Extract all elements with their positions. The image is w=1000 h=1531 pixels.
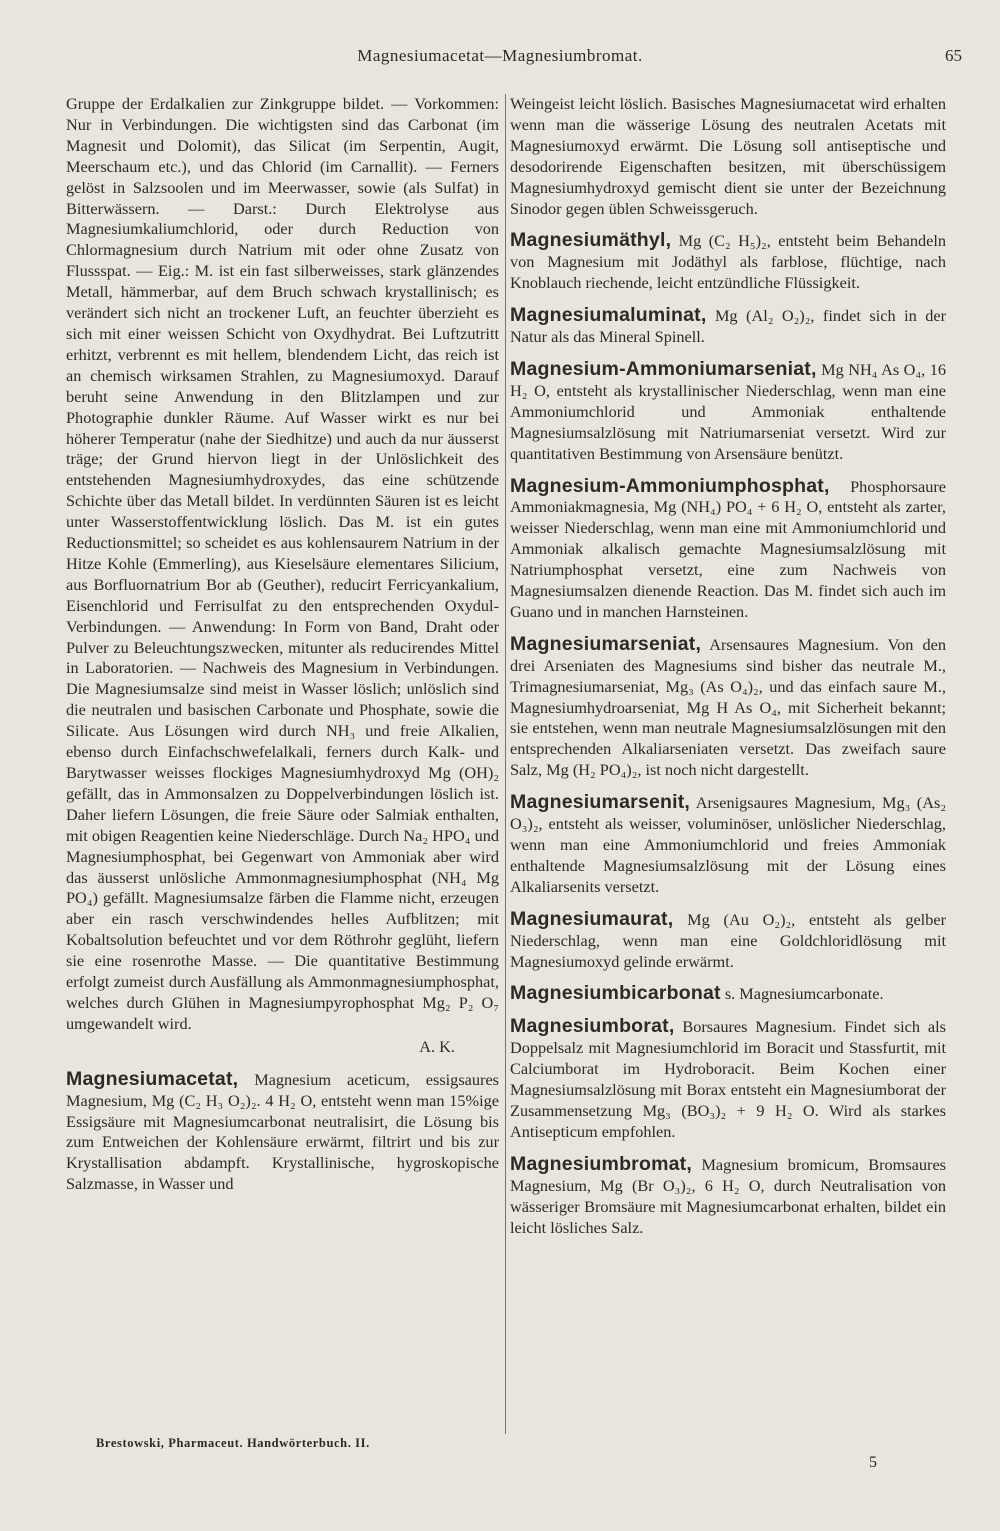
dictionary-entry-magnesiumarsenit — [510, 792, 946, 898]
entry-text: Magnesium bromicum, Bromsaures Magnesium, Mg (Br O₃)₂, 6 H₂ O, durch Neutralisation von wässeriger Bromsäure mit Magnesiumcarbonat erhalten, bildet ein leicht lösliches Salz. — [510, 1154, 947, 1237]
dictionary-entry-magnesiumaurat — [510, 909, 946, 973]
entry-headword: Magnesiumaurat, — [510, 907, 674, 930]
entry-headword: Magnesium-Ammoniumarseniat, — [510, 357, 817, 380]
dictionary-entry-magnesiumacetat — [66, 1069, 499, 1195]
dictionary-entry-magnesiumbromat — [510, 1154, 946, 1239]
dictionary-entry-magnesiumaluminat — [510, 305, 946, 348]
author-signature: A. K. — [419, 1036, 455, 1056]
entry-text: Arsensaures Magnesium. Von den drei Arseniaten des Magnesiums sind bisher das neutrale M., Trimagnesiumarseniat, Mg₃ (As O₄)₂, und das einfach saure M., Magnesiumhydroarseniat, Mg H As O₄, mit Sicherheit bekannt; sie entstehen, wenn man neutrale Magnesiumsalzlösungen mit den entsprechenden Alkaliarseniaten versetzt. Das zweifach saure Salz, Mg (H₂ PO₄)₂, ist noch nicht dargestellt. — [510, 634, 946, 780]
entry-text: Mg (Au O₂)₂, entsteht als gelber Niederschlag, wenn man eine Goldchloridlösung mit Magnesiumoxyd gelinde erwärmt. — [510, 909, 946, 971]
page-number: 65 — [945, 46, 962, 65]
dictionary-entry-magnesium-ammoniumphosphat — [510, 476, 946, 623]
running-title: Magnesiumacetat—Magnesiumbromat. — [357, 46, 643, 65]
entry-text: Arsenigsaures Magnesium, Mg₃ (As₂ O₃)₂, entsteht als weisser, voluminöser, unlöslicher Niederschlag, wenn man eine Ammoniumchlorid und freies Ammoniak enthaltende Magnesiumsalzlösung mit der Lösung eines Alkaliarsenits versetzt. — [510, 793, 946, 896]
entry-headword: Magnesiumäthyl, — [510, 229, 672, 252]
dictionary-entry-magnesiumborat — [510, 1016, 946, 1142]
entry-text: Phosphorsaure Ammoniakmagnesia, Mg (NH₄) PO₄ + 6 H₂ O, entsteht als zarter, weisser Niederschlag, wenn man eine mit Ammoniumchlorid und Ammoniak alkalisch gemachte Magnesiumsalzlösung mit Natriumphosphat versetzt, eine zum Nachweis von Magnesiumsalzen dienende Reaction. Das M. findet sich auch im Guano und in manchen Harnsteinen. — [510, 476, 946, 621]
footer-signature-mark: 5 — [869, 1454, 877, 1471]
entry-headword: Magnesium-Ammoniumphosphat, — [510, 474, 830, 497]
magnesiumacetat-continuation: Weingeist leicht löslich. Basisches Magnesiumacetat wird erhalten wenn man die wässerige Lösung des neutralen Acetats mit Magnesiumoxyd erwärmt. Die Lösung soll antiseptische und desodorirende Eigenschaften besitzen, mit überschüssigem Magnesiumhydroxyd gemischt dient sie unter der Bezeichnung Sinodor gegen üblen Schweissgeruch. — [510, 94, 946, 218]
entry-text: Mg NH₄ As O₄, 16 H₂ O, entsteht als krystallinischer Niederschlag, wenn man eine Ammoniumchlorid und Ammoniak enthaltende Magnesiumsalzlösung mit Natriumarseniat versetzt. Wird zur quantitativen Bestimmung von Arsensäure benützt. — [510, 359, 946, 463]
entry-text: Mg (C₂ H₅)₂, entsteht beim Behandeln von Magnesium mit Jodäthyl als farblose, flüchtige, nach Knoblauch riechende, leicht entzündliche Flüssigkeit. — [510, 231, 946, 293]
entry-headword: Magnesiumaluminat, — [510, 304, 707, 327]
entry-text: Mg (Al₂ O₂)₂, findet sich in der Natur als das Mineral Spinell. — [510, 306, 946, 347]
entry-text: Magnesium aceticum, essigsaures Magnesium, Mg (C₂ H₃ O₂)₂. 4 H₂ O, entsteht wenn man 15%ige Essigsäure mit Magnesiumcarbonat neutralisirt, die Lösung bis zum Entweichen der Kohlensäure erwärmt, filtrirt und bis zur Krystallisation abdampft. Krystallinische, hygroskopische Salzmasse, in Wasser und — [66, 1069, 500, 1194]
entry-headword: Magnesiumarsenit, — [510, 791, 691, 814]
dictionary-entry-magnesiumarseniat — [510, 634, 946, 781]
entry-headword: Magnesiumbicarbonat — [510, 982, 721, 1005]
right-column — [510, 94, 946, 1238]
dictionary-entry-magnesiumbicarbonat — [510, 983, 946, 1005]
dictionary-entry-magnesium-ammoniumarseniat — [510, 359, 946, 465]
entry-text: Borsaures Magnesium. Findet sich als Doppelsalz mit Magnesiumchlorid im Boracit und Stassfurtit, mit Calciumborat im Hydroboracit. Beim Kochen einer Magnesiumsalzlösung mit Borax entsteht ein Magnesiumborat der Zusammensetzung Mg₃ (BO₃)₂ + 9 H₂ O. Wird als starkes Antisepticum empfohlen. — [510, 1017, 946, 1141]
magnesium-article-continuation: Gruppe der Erdalkalien zur Zinkgruppe bildet. — Vorkommen: Nur in Verbindungen. Die wichtigsten sind das Carbonat (im Magnesit und Dolomit), das Silicat (im Serpentin, Augit, Meerschaum etc.), und das Chlorid (im Carnallit). — Ferners gelöst in Salzsoolen und im Meerwasser, sowie (als Sulfat) in Bitterwässern. — Darst.: Durch Elektrolyse aus Magnesiumkaliumchlorid, oder durch Reduction von Chlormagnesium durch Natrium mit oder ohne Zusatz von Flussspat. — Eig.: M. ist ein fast silberweisses, stark glänzendes Metall, hämmerbar, auf dem Bruch schwach krystallinisch; es verändert sich nicht an trockener Luft, an feuchter überzieht es sich mit einer weissen Schicht von Oxydhydrat. Bei Luftzutritt erhitzt, verbrennt es mit hellem, blendendem Licht, das reich ist an chemisch wirksamen Strahlen, zu Magnesiumoxyd. Darauf beruht seine Anwendung in den Blitzlampen und zur Photographie dunkler Räume. Auf Wasser wirkt es nur bei höherer Temperatur (nahe der Siedhitze) und auch da nur äusserst träge; der Grund hiervon liegt in der Unlöslichkeit des entstehenden Magnesiumhydroxydes, das eine schützende Schichte über das Metall bildet. In verdünnten Säuren ist es leicht unter Wasserstoffentwicklung löslich. Das M. ist ein gutes Reductionsmittel; so scheidet es aus kohlensaurem Natrium in der Hitze Kohle (Emmerling), aus Kieselsäure elementares Silicium, aus Borfluornatrium Bor ab (Geuther), reducirt Ferricyankalium, Eisenchlorid und Ferrisulfat zu den entsprechenden Oxydul-Verbindungen. — Anwendung: In Form von Band, Draht oder Pulver zu Beleuchtungszwecken, mitunter als reducirendes Mittel in Laboratorien. — Nachweis des Magnesium in Verbindungen. Die Magnesiumsalze sind meist in Wasser löslich; unlöslich sind die neutralen und basischen Carbonate und Phosphate, sowie die Silicate. Aus Lösungen wird durch NH₃ und freie Alkalien, ebenso durch Einfachschwefelalkali, ferners durch Kalk- und Barytwasser weisses flockiges Magnesiumhydroxyd Mg (OH)₂ gefällt, das in Ammonsalzen zu Doppelverbindungen löslich ist. Daher liefern Lösungen, die freie Säure oder Salmiak enthalten, mit obigen Reagentien keine Niederschläge. Durch Na₂ HPO₄ und Magnesiumphosphat, bei Gegenwart von Ammoniak aber wird das äusserst unlösliche Ammonmagnesiumphosphat (NH₄ Mg PO₄) gefällt. Magnesiumsalze färben die Flamme nicht, erzeugen aber ein rasch verschwindendes helles Aufblitzen; mit Kobaltsolution befeuchtet und vor dem Röthrohr geglüht, liefern sie eine rosenrothe Masse. — Die quantitative Bestimmung erfolgt zumeist durch Ausfällung als Ammonmagnesiumphosphat, welches durch Glühen in Magnesiumpyrophosphat Mg₂ P₂ O₇ umgewandelt wird. — [66, 94, 499, 1033]
left-column — [66, 94, 499, 1195]
entry-headword: Magnesiumborat, — [510, 1015, 675, 1038]
dictionary-entry-magnesiumaethyl — [510, 230, 946, 294]
column-divider — [505, 94, 506, 1434]
entry-headword: Magnesiumbromat, — [510, 1152, 692, 1175]
footer-imprint: Brestowski, Pharmaceut. Handwörterbuch. II. — [96, 1436, 370, 1450]
entry-text: s. Magnesiumcarbonate. — [724, 984, 884, 1004]
entry-headword: Magnesiumarseniat, — [510, 632, 702, 655]
entry-headword: Magnesiumacetat, — [66, 1067, 239, 1090]
